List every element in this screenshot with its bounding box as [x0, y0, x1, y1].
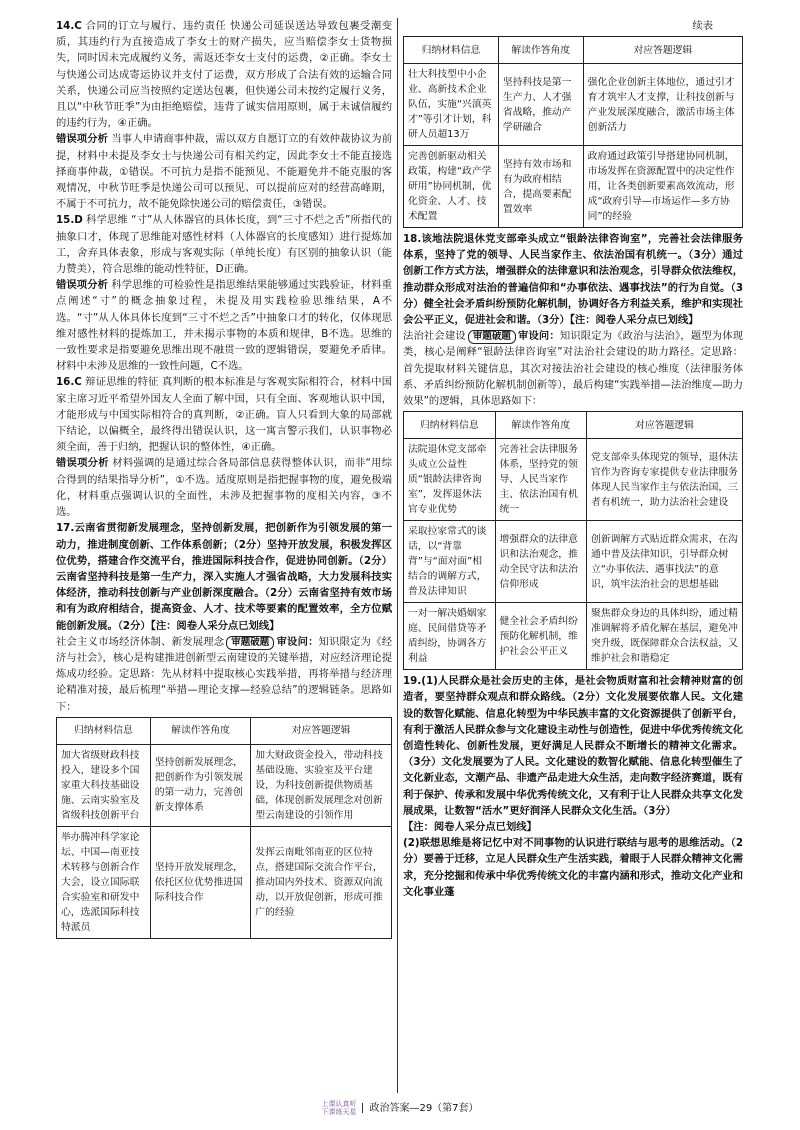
logo-line: 上课认真听 — [321, 1100, 357, 1108]
table-cell: 采取拉家常式的谈话，以“背靠背”与“面对面”相结合的调解方式，普及法律知识 — [404, 521, 496, 603]
q17-tag-badge: 审题破题 — [226, 636, 274, 650]
q18-answer — [403, 231, 743, 328]
q17-body: 云南省贯彻新发展理念，坚持创新发展，把创新作为引领发展的第一动力，推进制度创新、工作体系创新；（2分）坚持开放发展，积极发挥区位优势，搭建合作交流平台，推进国际科技合作，促进协同创新。（2分）云南省坚持科技是第一生产力，深入实施人才强省战略，大力发展科技实体经济，推动科技创新与产业创新深度融合。（2分）云南省坚持有效市场和有为政府相结合，提高资金、人才、技术等要素的配置效率，全方位赋能创新发展。（2分） — [56, 522, 392, 632]
q18-analysis — [403, 328, 743, 409]
q16-answer — [56, 374, 392, 455]
table-cell: 法院退休党支部牵头成立公益性质“银龄法律咨询室”，发挥退休法官专业优势 — [404, 439, 496, 521]
table-cell: 一对一解决婚姻家庭、民间借贷等矛盾纠纷，协调各方利益 — [404, 603, 496, 670]
q17-table — [56, 717, 392, 939]
q19-number: 19. — [403, 675, 422, 688]
table-continued-label: 续表 — [692, 20, 713, 32]
error-analysis-label: 错误项分析 — [56, 133, 108, 146]
table-cell: 举办腾冲科学家论坛、中国—南亚技术转移与创新合作大会，设立国际联合实验室和研发中心，选派国际科技特派员 — [57, 826, 151, 938]
table-cell: 坚持创新发展理念，把创新作为引领发展的第一动力，完善创新支撑体系 — [150, 744, 251, 826]
table-row — [404, 64, 743, 146]
publisher-logo — [321, 1100, 356, 1116]
table-header: 归纳材料信息 — [404, 37, 499, 64]
q17-knowledge: 社会主义市场经济体制、新发展理念 — [56, 635, 225, 648]
q17-analysis-lead: 审设问： — [276, 635, 319, 648]
footer-separator — [362, 1103, 363, 1113]
table-row — [404, 603, 743, 670]
table-row — [57, 744, 392, 826]
error-analysis-label: 错误项分析 — [56, 457, 109, 470]
q15-body: 科学思维 “寸”从人体器官的具体长度，到“三寸不烂之舌”所指代的抽象口才，体现了思维能对感性材料（人体器官的长度感知）进行提炼加工，舍弃具体表象，形成与客观实际（单纯长度）有区别的抽象认识（能力赞美），符合思维的能动性特征，D正确。 — [56, 214, 392, 276]
table-cell: 发挥云南毗邻南亚的区位特点，搭建国际交流合作平台，推动国内外技术、资源双向流动，以开放促创新，形成可推广的经验 — [251, 826, 392, 938]
table-cell: 坚持有效市场和有为政府相结合，提高要素配置效率 — [498, 146, 583, 228]
q15-answer — [56, 212, 392, 277]
table-header: 解读作答角度 — [498, 37, 583, 64]
table-cell: 健全社会矛盾纠纷预防化解机制，维护社会公平正义 — [495, 603, 587, 670]
table-cell: 创新调解方式贴近群众需求，在沟通中普及法律知识，引导群众树立“办事依法、遇事找法”的意识，筑牢法治社会的思想基础 — [587, 521, 743, 603]
table-cell: 完善社会法律服务体系，坚持党的领导、人民当家作主、依法治国有机统一 — [495, 439, 587, 521]
table-row — [404, 439, 743, 521]
table-row — [404, 146, 743, 228]
q19-part2: (2)联想思维是将记忆中对不同事物的认识进行联结与思考的思维活动。（2分）要善于迁移，立足人民群众生产生活实践，着眼于人民群众精神文化需求，充分挖掘和传承中华优秀传统文化的丰富内涵和形式，推动文化产业和文化事业蓬 — [403, 837, 743, 898]
q18-analysis-body: 知识限定为《政治与法治》，题型为体现类，核心是阐释“银龄法律咨询室”对法治社会建设的助力路径。定思路：首先提取材料关键信息，其次对接法治社会建设的核心维度（法律服务体系、矛盾纠纷预防化解机制创新等），最后构建“实践举措—法治维度—助力效果”的逻辑，具体思路如下： — [403, 330, 743, 408]
table-header: 解读作答角度 — [150, 717, 251, 744]
right-column — [403, 18, 743, 900]
table-cell: 加大财政资金投入，带动科技基础设施、实验室及平台建设，为科技创新提供物质基础，体现创新发展理念对创新型云南建设的引领作用 — [251, 744, 392, 826]
table-header: 归纳材料信息 — [404, 412, 496, 439]
page-footer — [0, 1100, 800, 1117]
q17-number: 17. — [56, 522, 75, 535]
q14-body: 合同的订立与履行、违约责任 快递公司延误送达导致包裹受潮变质，其违约行为直接造成了李女士的财产损失，应当赔偿李女士货物损失，同时因未完成履约义务，需返还李女士支付的运费，②正确。李女士与快递公司达成寄运协议并支付了运费，双方形成了合法有效的运输合同关系，快递公司应当按照约定送达包裹，但快递公司未按约定履行义务，且以“中秋节旺季”为由拒绝赔偿，违背了诚实信用原则，属于未诚信履约的违约行为，④正确。 — [56, 20, 392, 130]
q14-answer — [56, 18, 392, 131]
table-cell: 完善创新驱动相关政策，构建“政产学研用”协同机制，优化资金、人才、技术配置 — [404, 146, 499, 228]
left-column — [56, 18, 392, 942]
q17-analysis-body: 知识限定为《经济与社会》，核心是构建推进创新型云南建设的关键举措，对应经济理论提炼成功经验。定思路：先从材料中提取核心实践举措，再将举措与经济理论精准对接，最后梳理“举措—理论支撑—经验总结”的逻辑链条。思路如下： — [56, 635, 393, 713]
table-header: 对应答题逻辑 — [251, 717, 392, 744]
q16-body: 辩证思维的特征 真判断的根本标准是与客观实际相符合，材料中国家主席习近平希望外国友人全面了解中国，只有全面、客观地认识中国，才能形成与中国实际相符合的真判断，②正确。盲人只看到大象的局部就下结论，以偏概全，最终得出错误认识，这一寓言警示我们，认识事物必须全面，善于归纳，把握认识的整体性，④正确。 — [56, 376, 392, 454]
table-cell: 坚持开放发展理念，依托区位优势推进国际科技合作 — [150, 826, 251, 938]
table-header-row — [57, 717, 392, 744]
q15-number: 15.D — [56, 214, 83, 227]
q18-knowledge: 法治社会建设 — [403, 330, 466, 343]
logo-line: 下课练天星 — [321, 1108, 357, 1116]
table-cell: 政府通过政策引导搭建协同机制，市场发挥在资源配置中的决定性作用，让各类创新要素高效流动，形成“政府引导—市场运作—多方协同”的经验 — [583, 146, 742, 228]
q14-error-body: 当事人申请商事仲裁，需以双方自愿订立的有效仲裁协议为前提，材料中未提及李女士与快递公司有相关约定，因此李女士不能直接选择商事仲裁，①错误。不可抗力是指不能预见、不能避免并不能克服的客观情况，中秋节旺季是快递公司可以预见、可以提前应对的经营高峰期，不属于不可抗力，故不能免除快递公司的赔偿责任，③错误。 — [56, 133, 393, 211]
table-cell: 加大省级财政科技投入，建设多个国家重大科技基础设施、云南实验室及省级科技创新平台 — [57, 744, 151, 826]
q15-error-body: 科学思维的可检验性是指思维结果能够通过实践验证，材料重点阐述“寸”的概念抽象过程，未提及用实践检验思维结果，A不选。“寸”从人体具体长度到“三寸不烂之舌”中抽象口才的转化，仅体现思维对感性材料的提炼加工，并未揭示事物的本质和规律，B不选。思维的一致性要求是指要避免思维出现不融贯一致的逻辑错误，要避免矛盾律。材料中未涉及思维的一致性问题，C不选。 — [56, 279, 393, 373]
table-cell: 强化企业创新主体地位，通过引才育才筑牢人才支撑，让科技创新与产业发展深度融合，激活市场主体创新活力 — [583, 64, 742, 146]
q16-error-analysis — [56, 455, 392, 520]
q15-error-analysis — [56, 277, 392, 374]
q17-analysis — [56, 634, 392, 715]
table-cell: 壮大科技型中小企业、高新技术企业队伍，实施“兴滇英才”等引才计划，科研人员超13万 — [404, 64, 499, 146]
table-header: 解读作答角度 — [495, 412, 587, 439]
q18-table — [403, 411, 743, 670]
table-row — [57, 826, 392, 938]
q14-error-analysis — [56, 131, 392, 212]
error-analysis-label: 错误项分析 — [56, 279, 108, 292]
page-number: 政治答案—29（第7套） — [369, 1103, 479, 1114]
q17-note: 【注：阅卷人采分点已划线】 — [150, 619, 280, 632]
table-cell: 坚持科技是第一生产力、人才强省战略，推动产学研融合 — [498, 64, 583, 146]
q18-analysis-lead: 审设问： — [517, 330, 560, 343]
table-cell: 聚焦群众身边的具体纠纷，通过精准调解将矛盾化解在基层，避免冲突升级，既保障群众合法权益，又维护社会和谐稳定 — [587, 603, 743, 670]
q17-answer — [56, 520, 392, 633]
table-cell: 党支部牵头体现党的领导，退休法官作为咨询专家提供专业法律服务体现人民当家作主与依法治国，三者有机统一，助力法治社会建设 — [587, 439, 743, 521]
q19-note: 【注：阅卷人采分点已划线】 — [403, 821, 537, 834]
q18-note: 【注：阅卷人采分点已划线】 — [569, 314, 699, 327]
table-header-row — [404, 37, 743, 64]
q16-number: 16.C — [56, 376, 82, 389]
q18-number: 18. — [403, 233, 422, 245]
table-header: 对应答题逻辑 — [583, 37, 742, 64]
q17-table-continued — [403, 36, 743, 228]
q18-body: 该地法院退休党支部牵头成立“银龄法律咨询室”，完善社会法律服务体系，坚持了党的领导、人民当家作主、依法治国有机统一。（3分）通过创新工作方式方法，增强群众的法律意识和法治观念，引导群众依法维权，推动群众形成对法治的普遍信仰和“办事依法、遇事找法”的行为自觉。（3分）健全社会矛盾纠纷预防化解机制，协调好各方利益关系，维护和实现社会公平正义，促进社会和谐。（3分） — [403, 233, 743, 327]
column-divider — [397, 18, 398, 1093]
q14-number: 14.C — [56, 20, 82, 32]
q16-error-body: 材料强调的是通过综合各局部信息获得整体认识，而非“用综合得到的结果指导分析”，①不选。适度原则是指把握事物的度，避免极端化，材料重点强调认识的全面性，未涉及把握事物的度相关内容，③不选。 — [56, 457, 392, 519]
q19-answer — [403, 673, 743, 819]
q18-tag-badge: 审题破题 — [468, 330, 516, 344]
q19-body: (1)人民群众是社会历史的主体，是社会物质财富和社会精神财富的创造者，要坚持群众观点和群众路线。（2分）文化发展要依靠人民。文化建设的数智化赋能、信息化转型为中华民族丰富的文化资源提供了创新平台，有利于激活人民群众参与文化建设主动性与创造性，促进中华优秀传统文化创造性转化、创新性发展，更好满足人民群众不断增长的精神文化需求。（3分）文化发展要为了人民。文化建设的数智化赋能、信息化转型催生了文化新业态，文潮产品、非遗产品走进大众生活，走向数字经济赛道，既有利于保护、传承和发展中华优秀传统文化，又有利于让人民群众共享文化发展成果，让数智“活水”更好润泽人民群众文化生活。（3分） — [403, 675, 743, 817]
table-header: 归纳材料信息 — [57, 717, 151, 744]
table-cell: 增强群众的法律意识和法治观念，推动全民守法和法治信仰形成 — [495, 521, 587, 603]
table-header: 对应答题逻辑 — [587, 412, 743, 439]
table-row — [404, 521, 743, 603]
table-header-row — [404, 412, 743, 439]
